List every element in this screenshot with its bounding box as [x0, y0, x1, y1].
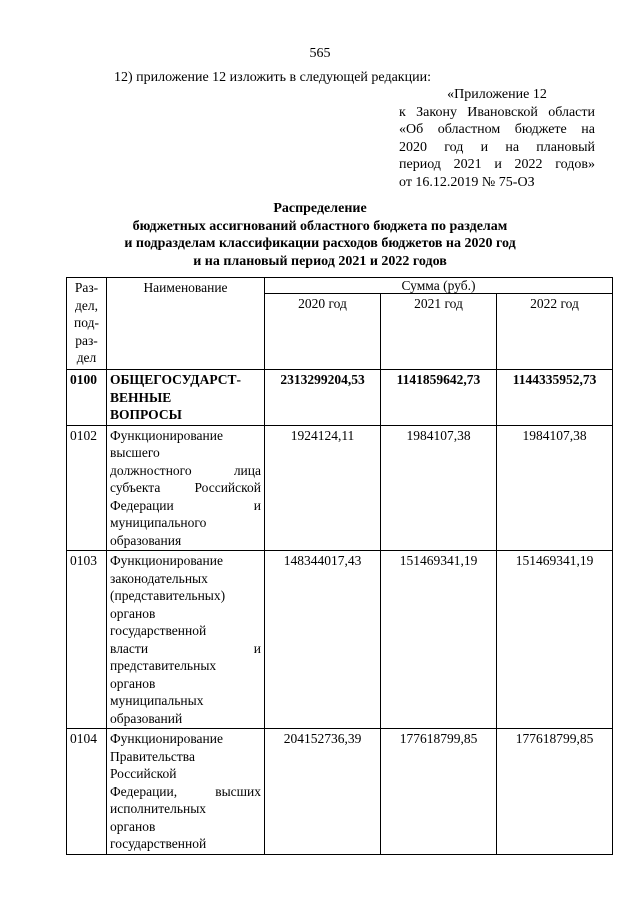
row-name-line: высшего	[110, 445, 160, 460]
row-name-line: органов	[110, 818, 156, 834]
row-name-line: должностного лица	[110, 462, 261, 478]
row-name-line: ОБЩЕГОСУДАРСТ-	[110, 372, 241, 387]
row-sum-2022: 177618799,85	[497, 729, 613, 855]
document-title	[0, 200, 640, 270]
row-name-line: Правительства	[110, 748, 195, 764]
row-sum-2020: 204152736,39	[265, 729, 381, 855]
row-name-line: ВОПРОСЫ	[110, 407, 182, 422]
row-name-line: власти и	[110, 640, 261, 656]
table-row	[67, 370, 613, 426]
header-year-2022: 2022 год	[497, 294, 613, 370]
row-code: 0100	[67, 370, 107, 426]
row-name-line: ВЕННЫЕ	[110, 389, 172, 405]
row-sum-2020: 2313299204,53	[265, 370, 381, 426]
header-code-line: дел	[76, 350, 97, 365]
header-code-line: Раз-	[74, 280, 99, 295]
row-name-line: муниципального	[110, 515, 207, 530]
header-year-2021: 2021 год	[381, 294, 497, 370]
intro-line: 12) приложение 12 изложить в следующей редакции:	[114, 70, 431, 85]
row-sum-2020: 1924124,11	[265, 425, 381, 551]
row-code: 0102	[67, 425, 107, 551]
row-name-line: (представительных)	[110, 588, 226, 603]
row-name	[107, 370, 265, 426]
header-code	[67, 278, 107, 370]
header-row	[67, 278, 613, 294]
appendix-line: 2020 год и на плановый	[399, 139, 595, 155]
header-code-line: дел,	[75, 297, 98, 313]
row-code: 0103	[67, 551, 107, 729]
table-row	[67, 729, 613, 855]
row-name-line: Функционирование	[110, 553, 223, 568]
row-name-line: органов	[110, 675, 156, 691]
row-name-line: Федерации, высших	[110, 783, 261, 799]
page-number: 565	[309, 46, 331, 61]
row-sum-2021: 1141859642,73	[381, 370, 497, 426]
row-name-line: законодательных	[110, 570, 208, 586]
header-year-2020: 2020 год	[265, 294, 381, 370]
appendix-line: период 2021 и 2022 годов»	[399, 157, 595, 173]
row-name-line: образования	[110, 532, 182, 548]
header-name: Наименование	[107, 278, 265, 370]
header-code-line: под-	[74, 315, 99, 330]
row-name-line: Функционирование	[110, 731, 223, 746]
row-name-line: муниципальных	[110, 693, 204, 708]
header-code-line: раз-	[75, 332, 98, 348]
budget-table	[66, 277, 613, 855]
row-code: 0104	[67, 729, 107, 855]
row-name-line: исполнительных	[110, 801, 207, 816]
row-name-line: представительных	[110, 658, 217, 673]
row-name	[107, 425, 265, 551]
row-name	[107, 551, 265, 729]
row-name-line: государственной	[110, 623, 207, 638]
appendix-line: от 16.12.2019 № 75-ОЗ	[399, 174, 535, 190]
row-sum-2022: 1984107,38	[497, 425, 613, 551]
row-name-line: Функционирование	[110, 427, 223, 443]
row-name-line: государственной	[110, 836, 207, 851]
row-sum-2022: 151469341,19	[497, 551, 613, 729]
title-line: и на плановый период 2021 и 2022 годов	[193, 253, 447, 269]
row-name-line: Федерации и	[110, 497, 261, 513]
table-row	[67, 551, 613, 729]
row-name-line: Российской	[110, 766, 177, 781]
header-sum: Сумма (руб.)	[265, 278, 613, 294]
row-name-line: образований	[110, 710, 183, 726]
title-line: бюджетных ассигнований областного бюджета по разделам	[132, 218, 508, 234]
row-sum-2021: 1984107,38	[381, 425, 497, 551]
appendix-line: «Приложение 12	[447, 87, 547, 102]
title-line: и подразделам классификации расходов бюджетов на 2020 год	[124, 236, 516, 251]
row-sum-2021: 177618799,85	[381, 729, 497, 855]
table-body	[67, 370, 613, 855]
appendix-line: «Об областном бюджете на	[399, 122, 595, 138]
row-name	[107, 729, 265, 855]
row-sum-2022: 1144335952,73	[497, 370, 613, 426]
row-sum-2020: 148344017,43	[265, 551, 381, 729]
title-line: Распределение	[273, 201, 367, 216]
row-sum-2021: 151469341,19	[381, 551, 497, 729]
table-row	[67, 425, 613, 551]
row-name-line: органов	[110, 605, 156, 621]
appendix-reference	[399, 86, 595, 192]
appendix-line: к Закону Ивановской области	[399, 104, 595, 120]
row-name-line: субъекта Российской	[110, 480, 261, 495]
